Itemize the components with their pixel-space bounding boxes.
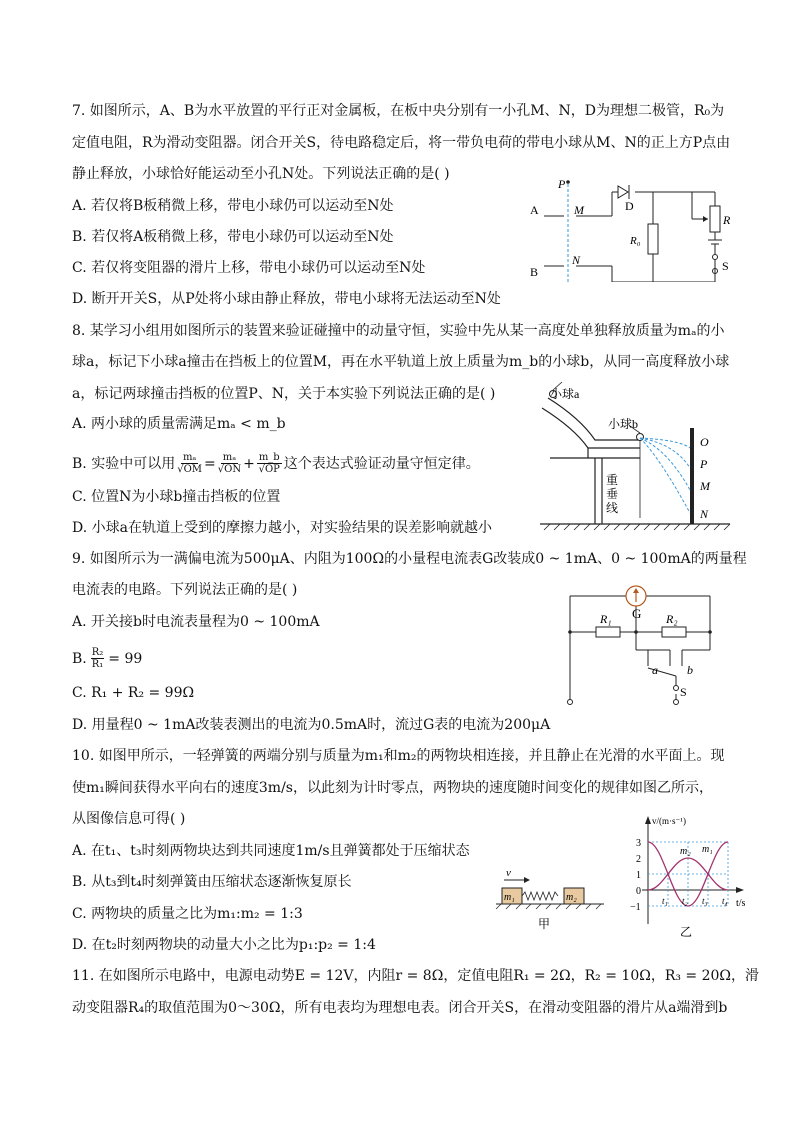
svg-text:R₂: R₂ bbox=[666, 612, 678, 626]
q9-ammeter-circuit-figure bbox=[562, 578, 722, 710]
svg-text:0: 0 bbox=[636, 886, 641, 897]
q8-fraction-2 bbox=[218, 452, 241, 475]
q10-option-a: A. 在t₁、t₃时刻两物块达到共同速度1m/s且弹簧都处于压缩状态 bbox=[72, 843, 470, 859]
q10-option-b: B. 从t₃到t₄时刻弹簧由压缩状态逐渐恢复原长 bbox=[72, 874, 352, 890]
q8-option-d: D. 小球a在轨道上受到的摩擦力越小，对实验结果的误差影响就越小 bbox=[72, 520, 492, 536]
svg-text:N: N bbox=[700, 507, 709, 521]
q8-option-b-prefix: B. 实验中可以用 bbox=[72, 455, 176, 472]
q8-option-b-suffix: 这个表达式验证动量守恒定律。 bbox=[283, 455, 480, 472]
q9-option-d: D. 用量程0 ~ 1mA改装表测出的电流为0.5mA时，流过G表的电流为200μA bbox=[72, 717, 551, 733]
q8-stem-line-1: 8. 某学习小组用如图所示的装置来验证碰撞中的动量守恒，实验中先从某一高度处单独释放质量为mₐ的小 bbox=[72, 323, 725, 339]
q8-equals-sign: = bbox=[204, 455, 216, 472]
q7-stem-line-2: 定值电阻，R为滑动变阻器。闭合开关S，待电路稳定后，将一带负电荷的带电小球从M、N的正上方P点由 bbox=[72, 135, 731, 151]
svg-text:R: R bbox=[723, 213, 731, 227]
svg-text:G: G bbox=[632, 606, 642, 621]
svg-text:小球b: 小球b bbox=[608, 417, 639, 431]
q9-option-b-prefix: B. bbox=[72, 650, 87, 667]
q7-stem-line-1: 7. 如图所示，A、B为水平放置的平行正对金属板，在板中央分别有一小孔M、N，D为理想二极管，R₀为 bbox=[72, 103, 725, 119]
q10-velocity-graph-figure bbox=[618, 812, 758, 942]
svg-text:m₂: m₂ bbox=[680, 846, 691, 857]
q8-fraction-3 bbox=[257, 452, 282, 475]
q9-ratio-fraction bbox=[91, 647, 105, 670]
q7-circuit-figure bbox=[520, 172, 750, 282]
svg-text:线: 线 bbox=[606, 501, 619, 515]
svg-text:t₂: t₂ bbox=[682, 896, 688, 906]
svg-text:−1: −1 bbox=[630, 902, 641, 913]
q10-spring-blocks-figure bbox=[490, 858, 610, 938]
q9-option-b-suffix: = 99 bbox=[108, 650, 143, 667]
q8-fraction-3-den: √OP bbox=[258, 464, 280, 475]
q8-option-c: C. 位置N为小球b撞击挡板的位置 bbox=[72, 489, 281, 505]
svg-text:R₀: R₀ bbox=[630, 235, 641, 247]
svg-text:m₁: m₁ bbox=[702, 844, 713, 855]
q11-stem-line-1: 11. 在如图所示电路中，电源电动势E = 12V，内阻r = 8Ω，定值电阻R₁ = 2Ω，R₂ = 10Ω，R₃ = 20Ω，滑 bbox=[72, 968, 760, 984]
q10-option-c: C. 两物块的质量之比为m₁:m₂ = 1:3 bbox=[72, 906, 303, 922]
svg-text:P: P bbox=[558, 177, 566, 191]
svg-text:B: B bbox=[530, 265, 539, 279]
q9-stem-line-2: 电流表的电路。下列说法正确的是( ) bbox=[72, 582, 298, 598]
svg-text:P: P bbox=[700, 457, 708, 471]
svg-text:t₄: t₄ bbox=[722, 896, 728, 906]
svg-text:m₁: m₁ bbox=[504, 892, 515, 903]
svg-text:t₁: t₁ bbox=[662, 896, 668, 906]
svg-text:1: 1 bbox=[636, 870, 641, 881]
svg-text:D: D bbox=[625, 199, 634, 213]
q7-stem-line-3: 静止释放，小球恰好能运动至小孔N处。下列说法正确的是( ) bbox=[72, 166, 450, 182]
q8-fraction-1-den: √OM bbox=[177, 464, 203, 475]
q8-fraction-2-num: mₐ bbox=[222, 452, 237, 463]
q9-ratio-den: R₁ bbox=[91, 659, 104, 670]
svg-text:v/(m·s⁻¹): v/(m·s⁻¹) bbox=[652, 816, 686, 826]
q8-stem-line-3: a，标记两球撞击挡板的位置P、N，关于本实验下列说法正确的是( ) bbox=[72, 386, 496, 402]
q10-stem-line-3: 从图像信息可得( ) bbox=[72, 811, 186, 827]
svg-text:t₃: t₃ bbox=[702, 896, 708, 906]
q9-option-a: A. 开关接b时电流表量程为0 ~ 100mA bbox=[72, 614, 320, 630]
svg-text:M: M bbox=[700, 479, 710, 493]
q8-fraction-2-den: √ON bbox=[217, 464, 242, 475]
svg-text:t/s: t/s bbox=[736, 898, 746, 909]
svg-text:N: N bbox=[572, 253, 581, 267]
svg-text:b: b bbox=[687, 663, 693, 677]
svg-text:M: M bbox=[574, 203, 584, 217]
q8-stem-line-2: 球a，标记下小球a撞击在挡板上的位置M，再在水平轨道上放上质量为m_b的小球b，从同一高度释放小球 bbox=[72, 354, 730, 370]
svg-text:O: O bbox=[700, 435, 709, 449]
svg-text:3: 3 bbox=[636, 838, 641, 849]
q11-stem-line-2: 动变阻器R₄的取值范围为0～30Ω，所有电表均为理想电表。闭合开关S，在滑动变阻器的滑片从a端滑到b bbox=[72, 1000, 728, 1016]
svg-text:S: S bbox=[680, 685, 687, 699]
svg-text:v: v bbox=[506, 867, 511, 879]
svg-text:S: S bbox=[722, 259, 729, 273]
svg-text:R₁: R₁ bbox=[600, 612, 612, 626]
q7-option-a: A. 若仅将B板稍微上移，带电小球仍可以运动至N处 bbox=[72, 198, 394, 214]
svg-text:甲: 甲 bbox=[538, 917, 551, 931]
svg-text:2: 2 bbox=[636, 854, 641, 865]
svg-text:重: 重 bbox=[606, 473, 619, 487]
q10-option-d: D. 在t₂时刻两物块的动量大小之比为p₁:p₂ = 1:4 bbox=[72, 937, 376, 953]
q7-option-b: B. 若仅将A板稍微上移，带电小球仍可以运动至N处 bbox=[72, 229, 394, 245]
svg-text:m₂: m₂ bbox=[566, 892, 577, 903]
q8-collision-figure bbox=[540, 378, 740, 538]
q8-fraction-3-num: m_b bbox=[258, 452, 280, 463]
q8-option-b bbox=[72, 452, 480, 475]
q8-plumb-label bbox=[606, 472, 618, 515]
q9-option-c: C. R₁ + R₂ = 99Ω bbox=[72, 685, 195, 701]
svg-text:小球a: 小球a bbox=[550, 387, 580, 401]
q9-option-b bbox=[72, 647, 142, 670]
svg-text:A: A bbox=[530, 203, 539, 217]
q9-stem-line-1: 9. 如图所示为一满偏电流为500μA、内阻为100Ω的小量程电流表G改装成0 ~ 1mA、0 ~ 100mA的两量程 bbox=[72, 551, 747, 567]
svg-text:垂: 垂 bbox=[606, 487, 619, 501]
q8-plus-sign: + bbox=[243, 455, 255, 472]
q8-option-a: A. 两小球的质量需满足mₐ < m_b bbox=[72, 416, 286, 432]
q9-ratio-num: R₂ bbox=[91, 647, 104, 658]
q10-stem-line-2: 使m₁瞬间获得水平向右的速度3m/s，以此刻为计时零点，两物块的速度随时间变化的规律如图乙所示， bbox=[72, 780, 713, 796]
q8-fraction-1 bbox=[177, 452, 202, 475]
q10-stem-line-1: 10. 如图甲所示，一轻弹簧的两端分别与质量为m₁和m₂的两物块相连接，并且静止在光滑的水平面上。现 bbox=[72, 748, 725, 764]
q7-option-c: C. 若仅将变阻器的滑片上移，带电小球仍可以运动至N处 bbox=[72, 260, 426, 276]
q8-fraction-1-num: mₐ bbox=[182, 452, 197, 463]
svg-text:a: a bbox=[652, 663, 658, 677]
svg-text:乙: 乙 bbox=[680, 925, 693, 939]
q7-option-d: D. 断开开关S，从P处将小球由静止释放，带电小球将无法运动至N处 bbox=[72, 291, 501, 307]
